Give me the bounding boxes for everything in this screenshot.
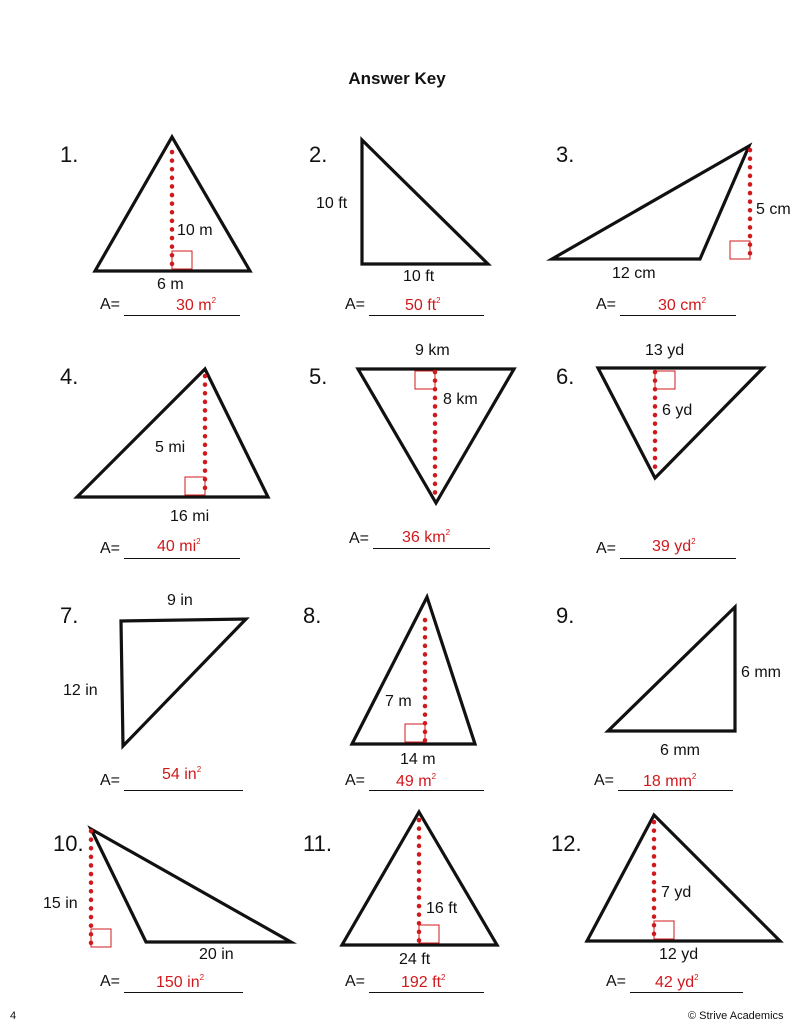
base-label-4: 16 mi: [170, 508, 210, 525]
answer-line-6: [620, 558, 736, 559]
side-label-2: 10 ft: [316, 195, 348, 212]
base-label-12: 12 yd: [659, 946, 699, 963]
answer-line-1: [124, 315, 240, 316]
base-label-2: 10 ft: [403, 268, 435, 285]
base-label-11: 24 ft: [399, 951, 431, 968]
answer-4: 40 $mi^2$: [157, 537, 201, 555]
answer-line-11: [369, 992, 484, 993]
answer-prefix-2: A=: [345, 296, 366, 313]
right-angle-marker-3: [730, 241, 750, 259]
triangle-6: [598, 368, 763, 478]
answer-line-2: [369, 315, 484, 316]
answer-9: 18 $mm^2$: [643, 772, 697, 790]
right-angle-marker-12: [654, 921, 674, 939]
base-label-7: 9 in: [167, 592, 193, 609]
answer-line-3: [620, 315, 736, 316]
triangle-7: [121, 619, 246, 746]
answer-prefix-11: A=: [345, 973, 366, 990]
problem-number-6: 6.: [556, 364, 575, 389]
triangle-2: [362, 140, 488, 264]
right-angle-marker-1: [172, 251, 192, 269]
height-label-1: 10 m: [177, 222, 213, 239]
problem-number-5: 5.: [309, 364, 328, 389]
right-angle-marker-10: [91, 929, 111, 947]
answer-prefix-5: A=: [349, 530, 370, 547]
answer-7: 54 $in^2$: [162, 765, 202, 783]
answer-prefix-12: A=: [606, 973, 627, 990]
problem-number-9: 9.: [556, 603, 575, 628]
answer-1: 30 $m^2$: [176, 296, 217, 314]
answer-prefix-4: A=: [100, 540, 121, 557]
answer-prefix-6: A=: [596, 540, 617, 557]
base-label-10: 20 in: [199, 946, 234, 963]
right-angle-marker-8: [405, 724, 425, 742]
height-label-11: 16 ft: [426, 900, 458, 917]
answer-5: 36 $km^2$: [402, 528, 451, 546]
right-angle-marker-5: [415, 371, 435, 389]
base-label-6: 13 yd: [645, 342, 685, 359]
side-label-7: 12 in: [63, 682, 98, 699]
answer-line-10: [124, 992, 243, 993]
answer-12: 42 $yd^2$: [655, 973, 699, 991]
right-angle-marker-4: [185, 477, 205, 495]
problem-number-2: 2.: [309, 142, 328, 167]
base-label-3: 12 cm: [612, 265, 656, 282]
height-label-8: 7 m: [385, 693, 412, 710]
side-label-9: 6 mm: [741, 664, 781, 681]
answer-line-7: [124, 790, 243, 791]
base-label-8: 14 m: [400, 751, 436, 768]
base-label-1: 6 m: [157, 276, 184, 293]
answer-6: 39 $yd^2$: [652, 537, 696, 555]
answer-prefix-3: A=: [596, 296, 617, 313]
triangle-9: [608, 607, 735, 731]
problem-number-1: 1.: [60, 142, 79, 167]
right-angle-marker-11: [419, 925, 439, 943]
triangle-3: [552, 146, 749, 259]
answer-prefix-7: A=: [100, 772, 121, 789]
answer-10: 150 $in^2$: [156, 973, 205, 991]
base-label-5: 9 km: [415, 342, 450, 359]
copyright-notice: © Strive Academics: [688, 1010, 784, 1022]
answer-11: 192 $ft^2$: [401, 973, 446, 991]
triangle-12: [587, 815, 780, 941]
answer-prefix-10: A=: [100, 973, 121, 990]
problem-number-4: 4.: [60, 364, 79, 389]
problem-number-3: 3.: [556, 142, 575, 167]
answer-prefix-9: A=: [594, 772, 615, 789]
problem-number-8: 8.: [303, 603, 322, 628]
base-label-9: 6 mm: [660, 742, 700, 759]
answer-line-4: [124, 558, 240, 559]
answer-line-12: [630, 992, 743, 993]
page-number: 4: [10, 1010, 17, 1022]
problem-number-10: 10.: [53, 831, 84, 856]
triangle-4: [77, 369, 268, 497]
height-label-4: 5 mi: [155, 439, 186, 456]
answer-2: 50 $ft^2$: [405, 296, 441, 314]
height-label-5: 8 km: [443, 391, 478, 408]
height-label-12: 7 yd: [661, 884, 692, 901]
height-label-6: 6 yd: [662, 402, 693, 419]
triangle-10: [91, 829, 291, 942]
right-angle-marker-6: [655, 371, 675, 389]
page-title: Answer Key: [348, 69, 446, 88]
answer-3: 30 $cm^2$: [658, 296, 707, 314]
answer-8: 49 $m^2$: [396, 772, 437, 790]
problem-number-11: 11.: [303, 831, 332, 856]
problem-number-12: 12.: [551, 831, 582, 856]
height-label-3: 5 cm: [756, 201, 791, 218]
answer-prefix-8: A=: [345, 772, 366, 789]
problem-number-7: 7.: [60, 603, 79, 628]
triangle-8: [352, 597, 475, 744]
answer-line-5: [373, 548, 490, 549]
answer-prefix-1: A=: [100, 296, 121, 313]
height-label-10: 15 in: [43, 895, 78, 912]
